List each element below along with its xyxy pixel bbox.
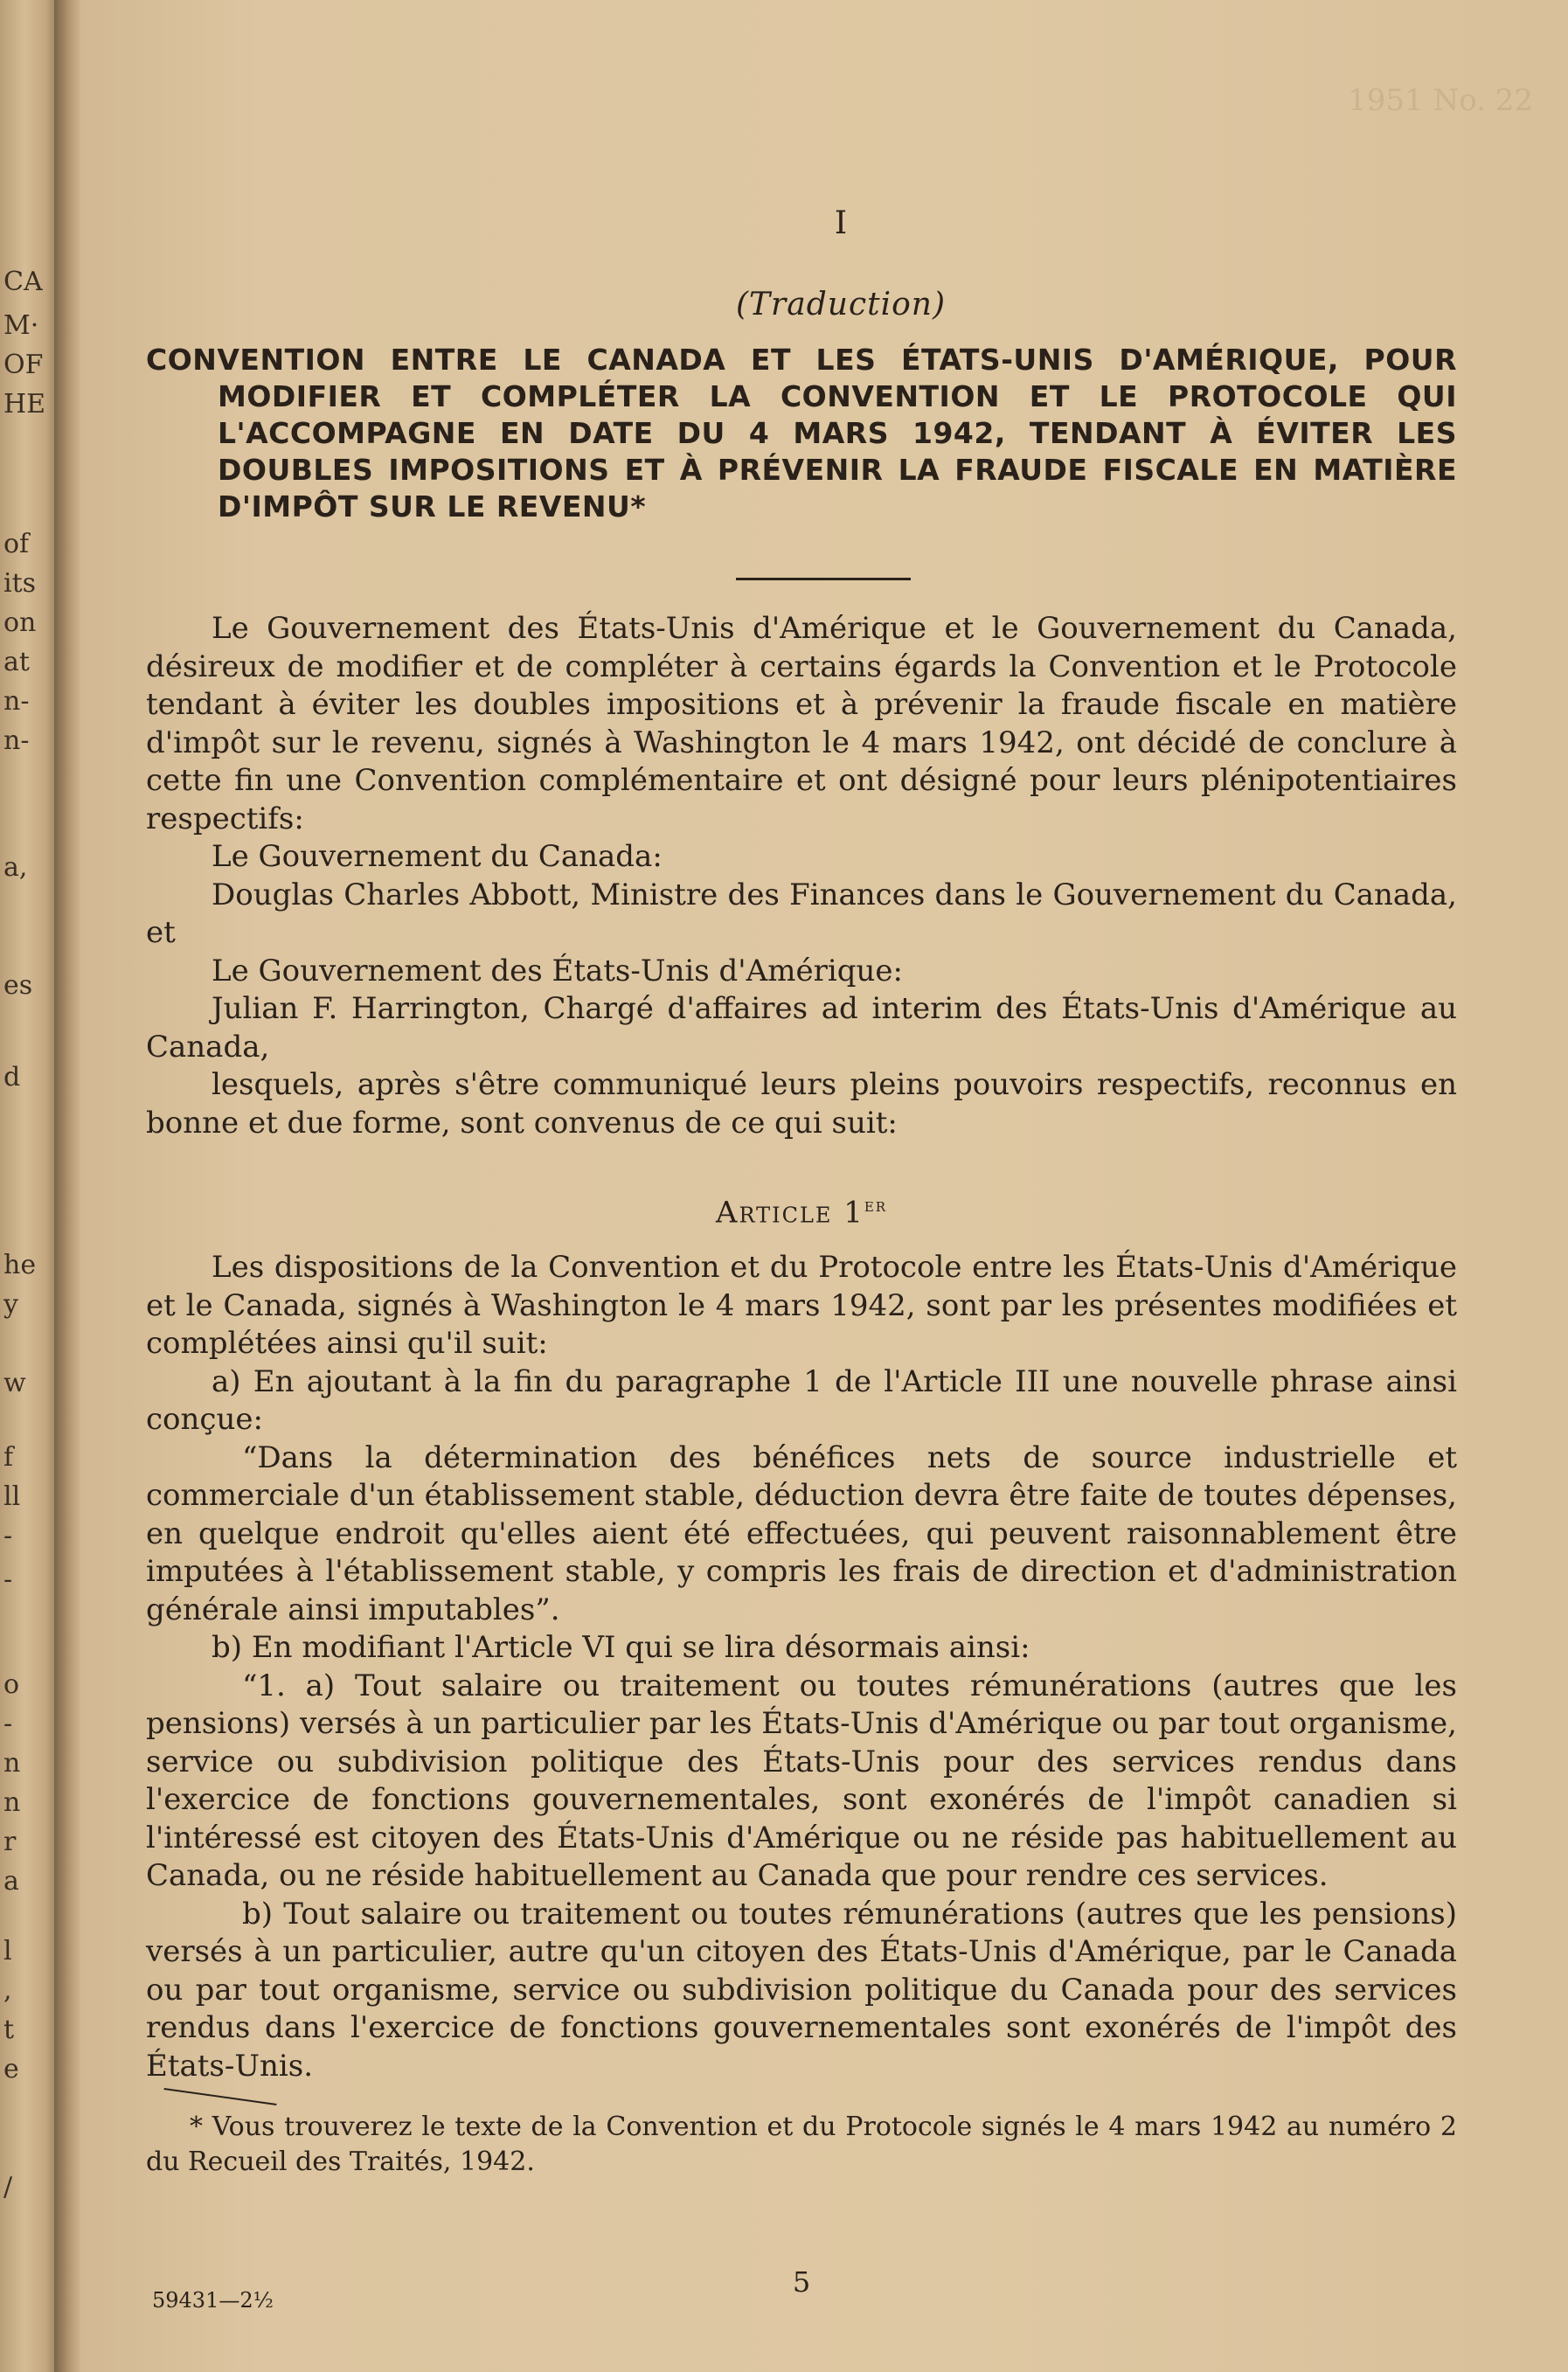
article-label: Article 1 bbox=[715, 1195, 864, 1231]
us-government-label: Le Gouvernement des États-Unis d'Amérique: bbox=[212, 953, 903, 988]
page-number: 5 bbox=[792, 2265, 811, 2299]
article-intro: Les dispositions de la Convention et du Protocole entre les États-Unis d'Amérique et le Canada, signés à Washington le 4 mars 1942, sont par les présentes modifiées et complétées ainsi qu'il suit: bbox=[146, 1250, 1457, 1362]
amendment-b: b) En modifiant l'Article VI qui se lira désormais ainsi: bbox=[212, 1630, 1030, 1666]
margin-fragment: w bbox=[3, 1368, 26, 1398]
margin-fragment: CA bbox=[3, 267, 43, 297]
translation-note: (Traduction) bbox=[735, 287, 946, 323]
margin-fragment: its bbox=[3, 568, 37, 599]
document-page bbox=[80, 0, 1568, 2372]
article-heading bbox=[146, 1195, 1457, 1230]
margin-fragment: f bbox=[3, 1442, 14, 1473]
amendment-b-clause-1b: b) Tout salaire ou traitement ou toutes rémunérations (autres que les pensions) versés à un particulier, autre qu'un citoyen des États-Unis d'Amérique, par le Canada ou par tout organisme, service ou subdivision politique du Canada pour des services rendus dans l'exercice de fonctions gouvernementales sont exonérés de l'impôt des États-Unis. bbox=[146, 1896, 1457, 2084]
section-numeral: I bbox=[834, 205, 848, 241]
margin-fragment: y bbox=[3, 1289, 18, 1320]
margin-fragment: n- bbox=[3, 725, 30, 756]
margin-fragment: ll bbox=[3, 1481, 21, 1512]
footnote-rule bbox=[163, 2088, 276, 2105]
margin-fragment: , bbox=[3, 1975, 12, 2006]
footnote: * Vous trouverez le texte de la Convention et du Protocole signés le 4 mars 1942 au numéro 2 du Recueil des Traités, 1942. bbox=[146, 2112, 1457, 2178]
margin-fragment: a bbox=[3, 1866, 19, 1897]
margin-fragment: - bbox=[3, 1709, 13, 1739]
preamble-closing: lesquels, après s'être communiqué leurs pleins pouvoirs respectifs, reconnus en bonne et due forme, sont convenus de ce qui suit: bbox=[146, 1067, 1457, 1141]
margin-fragment: e bbox=[3, 2054, 19, 2084]
printer-signature: 59431—2½ bbox=[152, 2288, 274, 2313]
canada-government-label: Le Gouvernement du Canada: bbox=[212, 839, 663, 874]
page-content bbox=[146, 205, 1457, 2180]
margin-fragment: M· bbox=[3, 310, 39, 341]
margin-fragment: / bbox=[3, 2172, 13, 2202]
amendment-a-quote: “Dans la détermination des bénéfices nets de source industrielle et commerciale d'un établissement stable, déduction devra être faite de toutes dépenses, en quelque endroit qu'elles aient été effectuées, qui peuvent raisonnablement être imputées à l'établissement stable, y compris les frais de direction et d'administration générale ainsi imputables”. bbox=[146, 1439, 1457, 1627]
article-superscript: er bbox=[864, 1195, 888, 1217]
document-title: CONVENTION ENTRE LE CANADA ET LES ÉTATS-UNIS D'AMÉRIQUE, POUR MODIFIER ET COMPLÉTER LA CONVENTION ET LE PROTOCOLE QUI L'ACCOMPAGNE EN DATE DU 4 MARS 1942, TENDANT À ÉVITER LES DOUBLES IMPOSITIONS ET À PRÉVENIR LA FRAUDE FISCALE EN MATIÈRE D'IMPÔT SUR LE REVENU* bbox=[146, 343, 1457, 524]
margin-fragment: n bbox=[3, 1748, 21, 1779]
margin-fragment: d bbox=[3, 1062, 21, 1092]
margin-fragment: n bbox=[3, 1787, 21, 1818]
title-divider bbox=[736, 578, 911, 580]
margin-fragment: a, bbox=[3, 852, 28, 883]
us-plenipotentiary: Julian F. Harrington, Chargé d'affaires ad interim des États-Unis d'Amérique au Canada, bbox=[146, 991, 1457, 1065]
margin-fragment: n- bbox=[3, 686, 30, 717]
margin-fragment: on bbox=[3, 607, 37, 638]
amendment-b-clause-1a: “1. a) Tout salaire ou traitement ou toutes rémunérations (autres que les pensions) versés à un particulier par les États-Unis d'Amérique ou par tout organisme, service ou subdivision politique des États-Unis pour des services rendus dans l'exercice de fonctions gouvernementales, sont exonérés de l'impôt canadien si l'intéressé est citoyen des États-Unis d'Amérique ou ne réside pas habituellement au Canada, ou ne réside habituellement au Canada que pour rendre ces services. bbox=[146, 1668, 1457, 1894]
preamble-paragraph: Le Gouvernement des États-Unis d'Amérique et le Gouvernement du Canada, désireux de modifier et de compléter à certains égards la Convention et le Protocole tendant à éviter les doubles impositions et à prévenir la fraude fiscale en matière d'impôt sur le revenu, signés à Washington le 4 mars 1942, ont décidé de conclure à cette fin une Convention complémentaire et ont désigné pour leurs plénipotentiaires respectifs: bbox=[146, 611, 1457, 836]
margin-fragment: o bbox=[3, 1669, 20, 1700]
margin-fragment: OF bbox=[3, 350, 44, 380]
bleed-through-header: 1951 No. 22 bbox=[1348, 83, 1533, 118]
margin-fragment: of bbox=[3, 529, 30, 559]
amendment-a: a) En ajoutant à la fin du paragraphe 1 de l'Article III une nouvelle phrase ainsi conçue: bbox=[146, 1363, 1457, 1438]
margin-fragment: l bbox=[3, 1936, 12, 1966]
margin-fragment: es bbox=[3, 970, 33, 1001]
margin-fragment: - bbox=[3, 1521, 13, 1551]
margin-fragment: HE bbox=[3, 389, 46, 420]
margin-fragment: t bbox=[3, 2015, 15, 2045]
margin-fragment: at bbox=[3, 647, 30, 677]
margin-fragment: r bbox=[3, 1827, 17, 1857]
canada-plenipotentiary: Douglas Charles Abbott, Ministre des Finances dans le Gouvernement du Canada, et bbox=[146, 877, 1457, 950]
book-gutter bbox=[54, 0, 80, 2372]
margin-fragment: he bbox=[3, 1250, 37, 1280]
margin-fragment: - bbox=[3, 1564, 13, 1595]
